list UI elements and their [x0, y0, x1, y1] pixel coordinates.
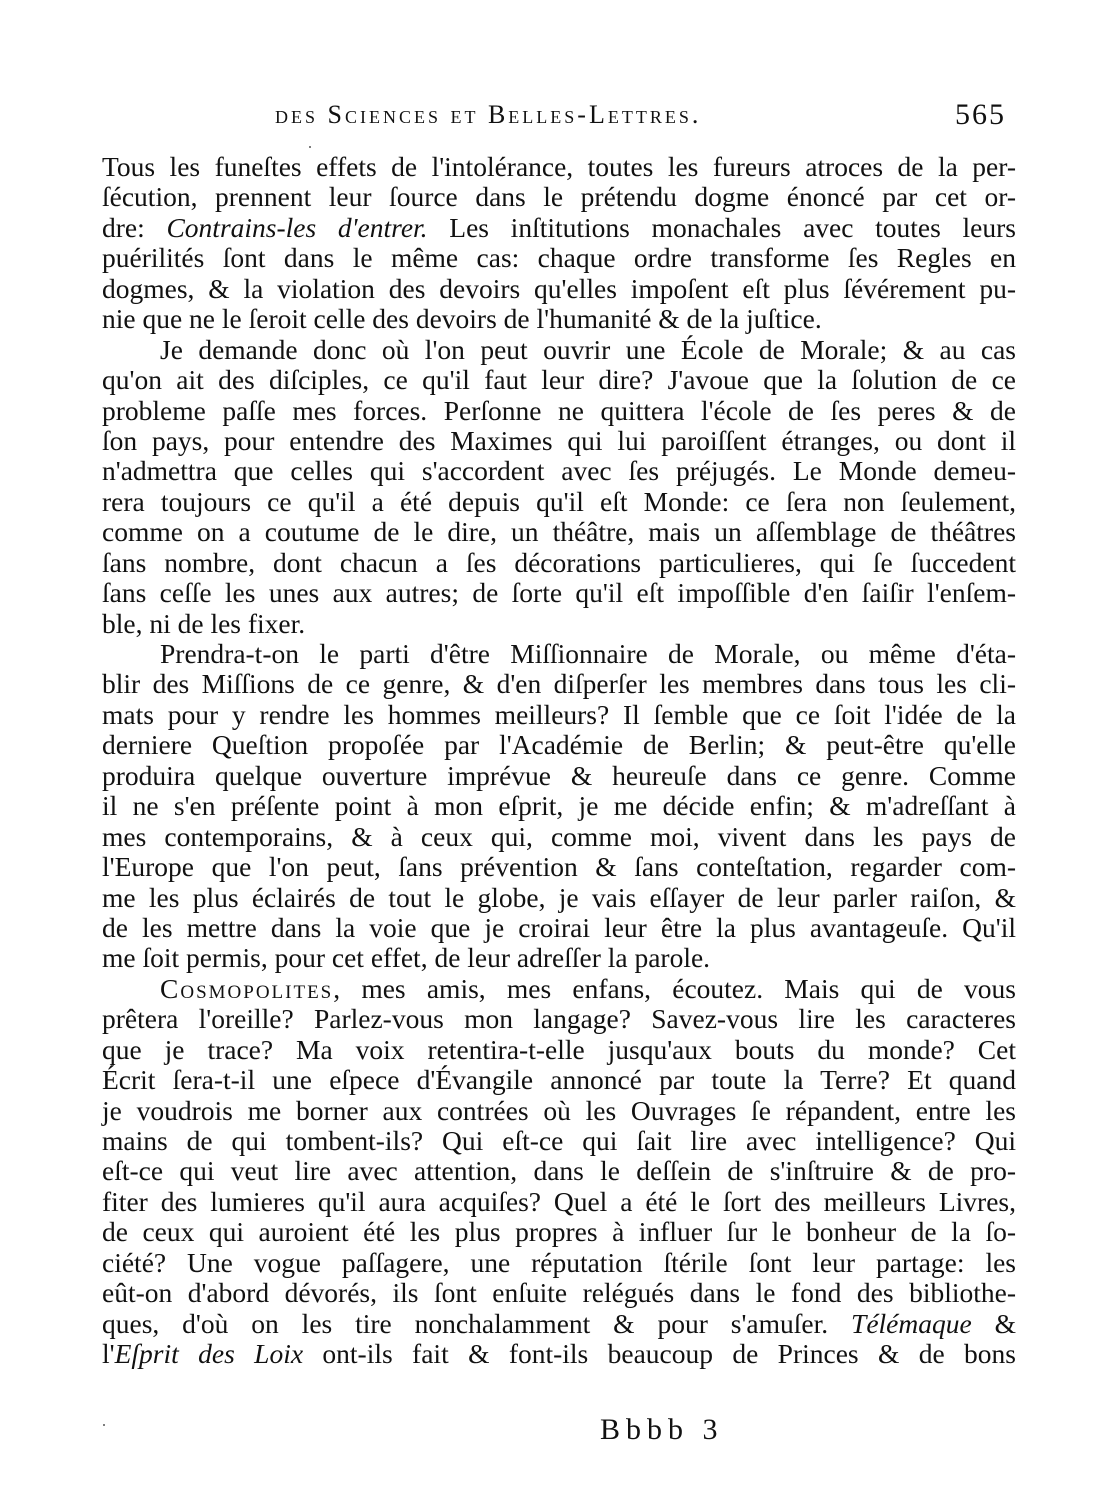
text-line — [102, 1339, 1016, 1369]
text-line: prêtera l'oreille? Parlez-vous mon langage? Savez-vous lire les caracteres — [102, 1003, 1016, 1035]
text-line: rera toujours ce qu'il a été depuis qu'il eſt Monde: ce ſera non ſeulement, — [102, 485, 1016, 517]
text-line: de les mettre dans la voie que je croirai leur être la plus avantageuſe. Qu'il — [102, 911, 1016, 943]
text-line: Je demande donc où l'on peut ouvrir une École de Morale; & au cas — [160, 333, 1016, 365]
text-line — [102, 1309, 1016, 1339]
text-line: ble, ni de les fixer. — [102, 607, 306, 639]
text-line: fiter des lumieres qu'il aura acquiſes? Quel a été le ſort des meilleurs Livres, — [102, 1185, 1016, 1217]
text-line: que je trace? Ma voix retentira-t-elle jusqu'aux bouts du monde? Cet — [102, 1033, 1016, 1065]
text-line: n'admettra que celles qui s'accordent avec ſes préjugés. Le Monde demeu- — [102, 455, 1016, 487]
text-line: Tous les funeſtes effets de l'intolérance, toutes les fureurs atroces de la per- — [102, 151, 1016, 182]
text-line: dogmes, & la violation des devoirs qu'elles impoſent eſt plus ſévérement pu- — [102, 272, 1016, 304]
smallcaps-run: Cosmopolites — [160, 972, 334, 1004]
italic-run: Télémaque — [851, 1307, 972, 1339]
text-line: ſon pays, pour entendre des Maximes qui lui paroiſſent étranges, ou dont il — [102, 424, 1016, 456]
text-line: ſans nombre, dont chacun a ſes décorations particulieres, qui ſe ſuccedent — [102, 546, 1016, 578]
text-line: mes contemporains, & à ceux qui, comme moi, vivent dans les pays de — [102, 820, 1016, 852]
text-line — [102, 213, 1016, 243]
text-run: l' — [102, 1338, 115, 1370]
text-line: de ceux qui auroient été les plus propres à influer ſur le bonheur de la ſo- — [102, 1216, 1016, 1248]
text-line: comme on a coutume de le dire, un théâtre, mais un aſſemblage de théâtres — [102, 516, 1016, 548]
text-line: je voudrois me borner aux contrées où les Ouvrages ſe répandent, entre les — [102, 1094, 1016, 1126]
text-run: ont-ils fait & font-ils beaucoup de Princes & de bons — [303, 1338, 1016, 1370]
signature-mark: Bbbb 3 — [600, 1413, 724, 1446]
text-line: blir des Miſſions de ce genre, & d'en diſperſer les membres dans tous les cli- — [102, 668, 1016, 700]
text-line: derniere Queſtion propoſée par l'Académie de Berlin; & peut-être qu'elle — [102, 729, 1016, 761]
text-run: , mes amis, mes enfans, écoutez. Mais qui de vous — [333, 972, 1016, 1004]
print-speck — [309, 146, 311, 148]
text-line: il ne s'en préſente point à mon eſprit, je me décide enfin; & m'adreſſant à — [102, 790, 1016, 822]
text-line: eſt-ce qui veut lire avec attention, dans le deſſein de s'inſtruire & de pro- — [102, 1155, 1016, 1187]
text-line: produira quelque ouverture imprévue & heureuſe dans ce genre. Comme — [102, 759, 1016, 791]
text-line: puérilités ſont dans le même cas: chaque ordre transforme ſes Regles en — [102, 242, 1016, 274]
page-number: 565 — [955, 98, 1006, 131]
text-run: & — [971, 1307, 1017, 1339]
paragraph — [102, 639, 1016, 974]
text-run: Les inſtitutions monachales avec toutes leurs — [427, 211, 1016, 243]
italic-run: Eſprit des Loix — [114, 1338, 304, 1370]
text-line: qu'on ait des diſciples, ce qu'il faut leur dire? J'avoue que la ſolution de ce — [102, 364, 1016, 396]
text-line: ſans ceſſe les unes aux autres; de ſorte qu'il eſt impoſſible d'en ſaiſir l'enſem- — [102, 577, 1016, 609]
text-line: me ſoit permis, pour cet effet, de leur adreſſer la parole. — [102, 942, 711, 974]
text-run: dre: — [102, 211, 167, 243]
running-head: des Sciences et Belles-Lettres. — [275, 100, 702, 129]
paragraph — [102, 152, 1016, 335]
text-line: Écrit ſera-t-il une eſpece d'Évangile annoncé par toute la Terre? Et quand — [102, 1064, 1016, 1096]
text-line: ciété? Une vogue paſſagere, une réputation ſtérile ſont leur partage: les — [102, 1246, 1016, 1278]
body-text — [102, 152, 1016, 1370]
print-speck — [103, 1424, 105, 1426]
italic-run: Contrains-les d'entrer. — [166, 211, 428, 243]
text-line: me les plus éclairés de tout le globe, je vais eſſayer de leur parler raiſon, & — [102, 881, 1016, 913]
text-line: Prendra-t-on le parti d'être Miſſionnaire de Morale, ou même d'éta- — [160, 638, 1016, 669]
text-line: eût-on d'abord dévorés, ils ſont enſuite relégués dans le fond des bibliothe- — [102, 1277, 1016, 1309]
paragraph — [102, 335, 1016, 639]
paragraph — [102, 974, 1016, 1370]
text-line: ſécution, prennent leur ſource dans le prétendu dogme énoncé par cet or- — [102, 181, 1016, 213]
text-run: ques, d'où on les tire nonchalamment & pour s'amuſer. — [102, 1307, 852, 1339]
text-line: nie que ne le ſeroit celle des devoirs de l'humanité & de la juſtice. — [102, 303, 822, 335]
text-line: probleme paſſe mes forces. Perſonne ne quittera l'école de ſes peres & de — [102, 394, 1016, 426]
text-line: l'Europe que l'on peut, ſans prévention & ſans conteſtation, regarder com- — [102, 851, 1016, 883]
text-line: mains de qui tombent-ils? Qui eſt-ce qui ſait lire avec intelligence? Qui — [102, 1125, 1016, 1156]
text-line — [102, 974, 1016, 1004]
text-line: mats pour y rendre les hommes meilleurs? Il ſemble que ce ſoit l'idée de la — [102, 698, 1016, 730]
